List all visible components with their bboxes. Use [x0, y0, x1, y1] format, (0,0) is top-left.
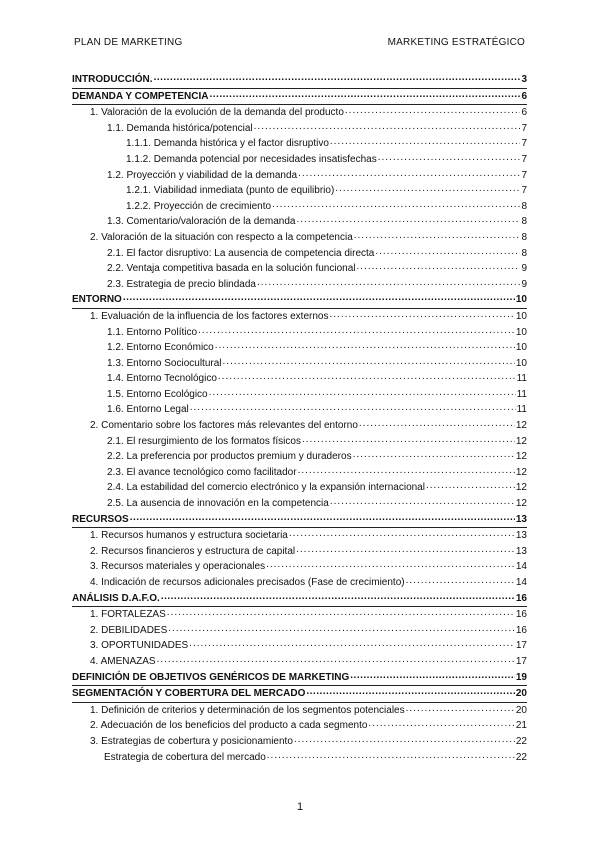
dot-leader	[302, 432, 515, 448]
toc-entry-page: 12	[515, 482, 527, 494]
toc-entry-title: RECURSOS	[72, 513, 129, 525]
dot-leader	[289, 526, 515, 542]
toc-entry-title: 3. Estrategias de cobertura y posicionamiento	[90, 735, 293, 747]
toc-entry-page: 7	[521, 153, 527, 165]
toc-entry-title: 2.3. El avance tecnológico como facilitador	[107, 466, 297, 478]
dot-leader	[306, 684, 515, 700]
toc-entry-title: DEMANDA Y COMPETENCIA	[72, 90, 209, 102]
toc-entry-page: 12	[515, 498, 527, 510]
toc-entry-page: 10	[515, 310, 527, 322]
toc-entry-title: 1.1. Demanda histórica/potencial	[107, 122, 253, 134]
toc-entry-page: 12	[515, 435, 527, 447]
toc-entry-title: 2.1. El factor disruptivo: La ausencia de competencia directa	[107, 247, 375, 259]
toc-entry-title: 1. Valoración de la evolución de la demanda del producto	[90, 107, 344, 119]
dot-leader	[190, 400, 516, 416]
toc-entry-title: 1.1.2. Demanda potencial por necesidades insatisfechas	[126, 153, 377, 165]
dot-leader	[218, 369, 516, 385]
toc-entry-title: 1.3. Comentario/valoración de la demanda	[107, 216, 296, 228]
toc-entry-title: 2. Comentario sobre los factores más relevantes del entorno	[90, 420, 358, 432]
toc-entry-page: 7	[521, 122, 527, 134]
toc-entry-title: 2.4. La estabilidad del comercio electrónico y la expansión internacional	[107, 482, 425, 494]
dot-leader	[294, 732, 515, 748]
dot-leader	[161, 589, 515, 605]
toc-entry-page: 8	[521, 247, 527, 259]
toc-entry-title: 1.2. Proyección y viabilidad de la demanda	[107, 169, 298, 181]
toc-entry-page: 6	[521, 90, 527, 102]
toc-entry-title: DEFINICIÓN DE OBJETIVOS GENÉRICOS DE MARKETING	[72, 671, 350, 683]
dot-leader	[298, 166, 520, 182]
toc-entry-title: 2.3. Estrategia de precio blindada	[107, 278, 256, 290]
dot-leader	[167, 605, 515, 621]
toc-entry-page: 19	[515, 671, 527, 683]
toc-entry-page: 6	[521, 107, 527, 119]
toc-entry-title: ENTORNO	[72, 294, 122, 306]
dot-leader	[406, 573, 515, 589]
toc-entry-title: 1.3. Entorno Sociocultural	[107, 357, 222, 369]
toc-entry-title: 1.1. Entorno Político	[107, 326, 198, 338]
toc-entry-page: 3	[521, 74, 527, 85]
dot-leader	[168, 621, 515, 637]
table-of-contents	[72, 72, 527, 765]
toc-entry-page: 13	[515, 513, 527, 525]
toc-entry-title: 3. OPORTUNIDADES	[90, 640, 189, 652]
dot-leader	[353, 447, 515, 463]
dot-leader	[368, 716, 514, 732]
toc-entry-title: 1.2.1. Viabilidad inmediata (punto de equilibrio)	[126, 185, 335, 197]
toc-entry-title: 4. AMENAZAS	[90, 655, 156, 667]
toc-entry-page: 14	[515, 561, 527, 573]
dot-leader	[210, 87, 521, 103]
dot-leader	[345, 103, 521, 119]
toc-entry-page: 13	[515, 545, 527, 557]
dot-leader	[330, 134, 521, 150]
toc-entry-title: ANÁLISIS D.A.F.O.	[72, 592, 160, 604]
toc-entry-page: 20	[515, 704, 527, 716]
dot-leader	[130, 510, 515, 526]
dot-leader	[426, 478, 515, 494]
toc-entry-title: 1.1.1. Demanda histórica y el factor disruptivo	[126, 138, 329, 150]
dot-leader	[296, 212, 520, 228]
toc-entry-page: 7	[521, 138, 527, 150]
toc-entry-title: 1.2. Entorno Económico	[107, 342, 214, 354]
toc-entry-page: 7	[521, 169, 527, 181]
toc-entry-page: 8	[521, 216, 527, 228]
toc-entry-title: 2. DEBILIDADES	[90, 624, 168, 636]
dot-leader	[359, 416, 515, 432]
toc-entry-page: 7	[521, 185, 527, 197]
dot-leader	[267, 748, 515, 764]
toc-entry-title: 2.1. El resurgimiento de los formatos físicos	[107, 435, 301, 447]
toc-entry[interactable]	[72, 750, 527, 766]
toc-entry-title: SEGMENTACIÓN Y COBERTURA DEL MERCADO	[72, 688, 306, 700]
toc-entry-page: 8	[521, 200, 527, 212]
toc-entry-page: 8	[521, 231, 527, 243]
toc-entry-title: INTRODUCCIÓN.	[72, 74, 153, 85]
dot-leader	[272, 197, 520, 213]
dot-leader	[266, 557, 515, 573]
toc-entry-page: 10	[515, 357, 527, 369]
toc-entry-title: 2. Valoración de la situación con respecto a la competencia	[90, 231, 353, 243]
toc-entry-page: 10	[515, 294, 527, 306]
dot-leader	[215, 338, 515, 354]
toc-entry-page: 17	[515, 640, 527, 652]
toc-entry-title: 1. Evaluación de la influencia de los factores externos	[90, 310, 329, 322]
dot-leader	[157, 652, 515, 668]
toc-entry-title: 2.2. Ventaja competitiva basada en la solución funcional	[107, 263, 356, 275]
toc-entry-page: 22	[515, 751, 527, 763]
toc-entry-title: Estrategia de cobertura del mercado	[104, 751, 266, 763]
dot-leader	[123, 290, 515, 306]
dot-leader	[198, 323, 515, 339]
toc-entry-page: 22	[515, 735, 527, 747]
toc-entry-page: 9	[521, 263, 527, 275]
toc-entry-page: 12	[515, 451, 527, 463]
dot-leader	[154, 70, 521, 86]
toc-entry-title: 1. Recursos humanos y estructura societaria	[90, 530, 288, 542]
toc-entry-page: 13	[515, 530, 527, 542]
toc-entry-title: 1.6. Entorno Legal	[107, 404, 189, 416]
toc-entry-page: 20	[515, 688, 527, 700]
dot-leader	[296, 542, 515, 558]
toc-entry-page: 16	[515, 624, 527, 636]
toc-entry-page: 10	[515, 342, 527, 354]
toc-entry-page: 11	[516, 404, 527, 416]
dot-leader	[357, 259, 521, 275]
toc-entry-title: 4. Indicación de recursos adicionales precisados (Fase de crecimiento)	[90, 577, 405, 588]
dot-leader	[350, 668, 515, 684]
toc-entry-page: 12	[515, 466, 527, 478]
running-header-right: MARKETING ESTRATÉGICO	[387, 37, 525, 48]
dot-leader	[329, 307, 514, 323]
dot-leader	[335, 181, 520, 197]
toc-entry-title: 2.2. La preferencia por productos premium y duraderos	[107, 451, 352, 463]
toc-entry-page: 16	[515, 609, 527, 621]
toc-entry-title: 1. FORTALEZAS	[90, 609, 166, 621]
toc-entry-title: 2. Adecuación de los beneficios del producto a cada segmento	[90, 720, 368, 732]
toc-entry-page: 21	[515, 720, 527, 732]
toc-entry-page: 11	[516, 388, 527, 400]
toc-entry-page: 11	[516, 373, 527, 385]
toc-entry-page: 10	[515, 326, 527, 338]
page-number: 1	[296, 801, 304, 813]
dot-leader	[257, 275, 520, 291]
toc-entry-title: 3. Recursos materiales y operacionales	[90, 561, 266, 573]
dot-leader	[378, 150, 521, 166]
toc-entry-page: 12	[515, 420, 527, 432]
toc-entry-page: 16	[515, 592, 527, 604]
dot-leader	[330, 494, 515, 510]
dot-leader	[189, 636, 515, 652]
toc-entry-page: 17	[515, 655, 527, 667]
toc-entry-page: 9	[521, 278, 527, 290]
toc-entry-title: 1. Definición de criterios y determinación de los segmentos potenciales	[90, 704, 405, 716]
running-header-left: PLAN DE MARKETING	[74, 37, 183, 48]
dot-leader	[375, 244, 520, 260]
dot-leader	[354, 228, 521, 244]
dot-leader	[406, 701, 515, 717]
toc-entry-page: 14	[515, 577, 527, 588]
toc-entry-title: 1.2.2. Proyección de crecimiento	[126, 200, 272, 212]
toc-entry-title: 1.4. Entorno Tecnológico	[107, 373, 217, 385]
dot-leader	[223, 354, 515, 370]
dot-leader	[254, 119, 521, 135]
dot-leader	[298, 463, 515, 479]
toc-entry-title: 2. Recursos financieros y estructura de capital	[90, 545, 296, 557]
toc-entry-title: 1.5. Entorno Ecológico	[107, 388, 208, 400]
toc-entry-title: 2.5. La ausencia de innovación en la competencia	[107, 498, 329, 510]
dot-leader	[209, 385, 516, 401]
